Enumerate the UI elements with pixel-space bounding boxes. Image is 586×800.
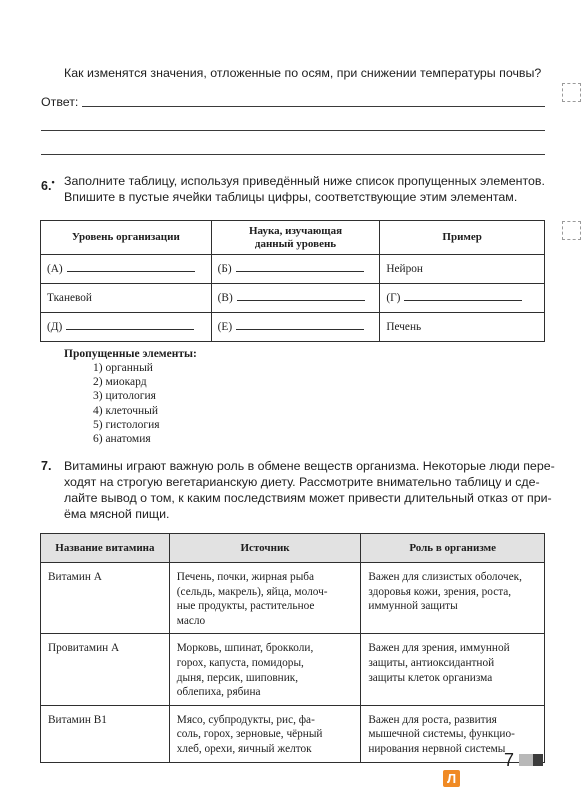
header-vitamin-name: Название витамина — [41, 534, 170, 563]
publisher-logo-icon: Л — [443, 770, 460, 787]
vitamins-table-header — [41, 534, 545, 563]
cell-example-3: Печень — [380, 313, 545, 342]
task6-number: 6.• — [41, 177, 55, 194]
answer-check-box-middle — [562, 221, 581, 240]
answer-line-1[interactable] — [82, 106, 545, 107]
missing-elements-list — [93, 361, 160, 446]
task7-number: 7. — [41, 459, 52, 473]
fill-line[interactable] — [236, 321, 364, 330]
table-row — [41, 284, 545, 313]
answer-line-3[interactable] — [41, 154, 545, 155]
answer-label: Ответ: — [41, 95, 79, 109]
vitamin-role: Важен для зрения, иммунной защиты, антиоксидантной защиты клеток организма — [361, 634, 545, 705]
list-item: 5) гистология — [93, 418, 160, 431]
task6-text-line2: Впишите в пустые ячейки таблицы цифры, соответствующие этим элементам. — [64, 190, 518, 204]
list-item: 3) цитология — [93, 390, 156, 403]
vitamin-name: Витамин А — [41, 563, 170, 634]
list-item: 6) анатомия — [93, 433, 151, 446]
task7-text-line4: ёма мясной пищи. — [64, 507, 170, 521]
fill-line[interactable] — [236, 263, 364, 272]
fill-line[interactable] — [237, 292, 365, 301]
levels-table-header — [41, 221, 545, 255]
vitamin-role: Важен для роста, развития мышечной системы, функцио- нирования нервной системы — [361, 705, 545, 762]
fill-line[interactable] — [404, 292, 522, 301]
cell-example-1: Нейрон — [380, 255, 545, 284]
cell-tissue: Тканевой — [41, 284, 212, 313]
vitamin-role: Важен для слизистых оболочек, здоровья кожи, зрения, роста, иммунной защиты — [361, 563, 545, 634]
vitamins-table — [40, 533, 545, 763]
header-role: Роль в организме — [361, 534, 545, 563]
vitamin-name: Витамин В1 — [41, 705, 170, 762]
vitamin-source: Печень, почки, жирная рыба (сельдь, макрель), яйца, молоч- ные продукты, растительное масло — [169, 563, 361, 634]
list-item: 1) органный — [93, 362, 153, 374]
table-row — [41, 634, 545, 705]
header-source: Источник — [169, 534, 361, 563]
cell-e[interactable]: (Е) — [211, 313, 380, 342]
answer-line-2[interactable] — [41, 130, 545, 131]
fill-line[interactable] — [67, 263, 195, 272]
vitamin-source: Мясо, субпродукты, рис, фа- соль, горох, зерновые, чёрный хлеб, орехи, яичный желток — [169, 705, 361, 762]
vitamin-source: Морковь, шпинат, брокколи, горох, капуста, помидоры, дыня, персик, шиповник, облепиха, рябина — [169, 634, 361, 705]
table-row — [41, 563, 545, 634]
page-marker-dark — [533, 754, 543, 766]
task7-text-line2: ходят на строгую вегетарианскую диету. Рассмотрите внимательно таблицу и сде- — [64, 475, 540, 489]
task5-question: Как изменятся значения, отложенные по осям, при снижении температуры почвы? — [64, 66, 542, 80]
task7-text-line1: Витамины играют важную роль в обмене веществ организма. Некоторые люди пере- — [64, 459, 555, 473]
table-row — [41, 705, 545, 762]
cell-v[interactable]: (В) — [211, 284, 380, 313]
cell-d[interactable]: (Д) — [41, 313, 212, 342]
table-row — [41, 255, 545, 284]
page-marker-light — [519, 754, 533, 766]
cell-a[interactable]: (А) — [41, 255, 212, 284]
cell-b[interactable]: (Б) — [211, 255, 380, 284]
header-example: Пример — [380, 221, 545, 255]
table-row — [41, 313, 545, 342]
page-number: 7 — [504, 750, 515, 770]
task7-text-line3: лайте вывод о том, к каким последствиям может привести длительный отказ от при- — [64, 491, 552, 505]
header-level: Уровень организации — [41, 221, 212, 255]
answer-check-box-top — [562, 83, 581, 102]
list-item: 2) миокард — [93, 376, 147, 389]
fill-line[interactable] — [66, 321, 194, 330]
missing-elements-title: Пропущенные элементы: — [64, 348, 197, 360]
vitamin-name: Провитамин А — [41, 634, 170, 705]
header-science: Наука, изучающая данный уровень — [211, 221, 380, 255]
levels-table — [40, 220, 545, 342]
task6-star: • — [51, 177, 55, 187]
cell-g[interactable]: (Г) — [380, 284, 545, 313]
task6-text-line1: Заполните таблицу, используя приведённый ниже список пропущенных элементов. — [64, 174, 545, 188]
list-item: 4) клеточный — [93, 404, 159, 417]
